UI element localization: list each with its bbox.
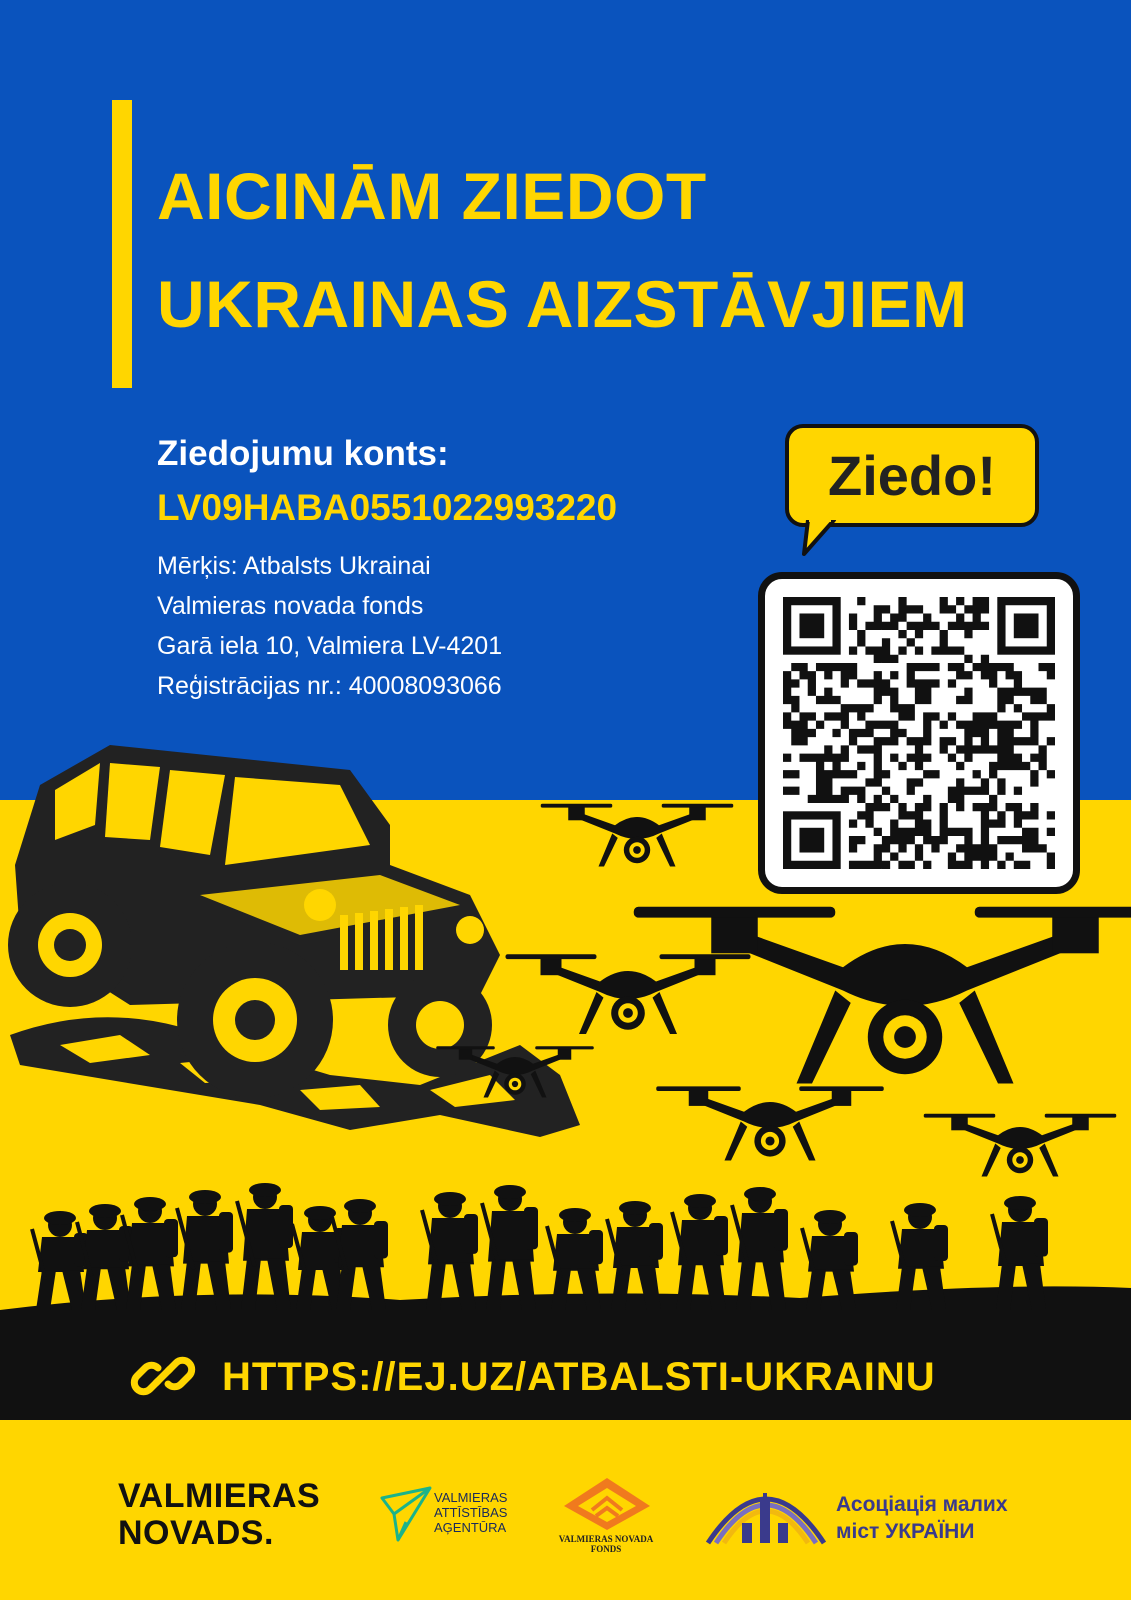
title-line-1: AICINĀM ZIEDOT (157, 159, 707, 233)
soldier-silhouette (800, 1210, 858, 1310)
logo-vn-line2: NOVADS. (118, 1514, 274, 1552)
account-label: Ziedojumu konts: (157, 434, 449, 473)
soldier-silhouette (420, 1192, 478, 1310)
soldiers-silhouette (0, 1170, 1131, 1335)
drone-icon (656, 1086, 884, 1160)
detail-address: Garā iela 10, Valmiera LV-4201 (157, 632, 503, 660)
association-line1: Асоціація малих (836, 1493, 1008, 1516)
valmieras-novads-logo (118, 1478, 320, 1552)
logo-vn-line1: VALMIERAS (118, 1477, 321, 1515)
donation-link[interactable]: HTTPS://EJ.UZ/ATBALSTI-UKRAINU (222, 1355, 936, 1399)
association-line2: міст УКРАЇНИ (836, 1520, 975, 1543)
soldier-silhouette (730, 1187, 788, 1310)
small-cities-association-logo (702, 1475, 1022, 1545)
link-chain-icon (130, 1343, 196, 1409)
title-line-2: UKRAINAS AIZSTĀVJIEM (157, 267, 968, 341)
detail-purpose: Mērķis: Atbalsts Ukrainai (157, 552, 431, 580)
soldier-silhouette (175, 1190, 233, 1310)
fonds-diamond-icon (562, 1476, 652, 1532)
donate-bubble-text: Ziedo! (828, 444, 996, 507)
association-text (836, 1491, 1008, 1545)
novada-fonds-logo (558, 1476, 654, 1556)
paper-plane-icon (378, 1484, 432, 1544)
detail-registration: Reģistrācijas nr.: 40008093066 (157, 672, 502, 700)
vaa-text (434, 1490, 507, 1535)
soldier-silhouette (235, 1183, 293, 1310)
drone-icon (634, 907, 1131, 1084)
vaa-line1: VALMIERAS (434, 1490, 508, 1505)
vaa-line2: ATTĪSTĪBAS (434, 1505, 508, 1520)
account-number: LV09HABA0551022993220 (157, 487, 618, 528)
drone-icon (436, 1046, 594, 1097)
arch-icon (702, 1475, 830, 1545)
drone-icon (506, 954, 751, 1034)
vaa-line3: AĢENTŪRA (434, 1520, 507, 1535)
vnf-text: VALMIERAS NOVADA FONDS (558, 1534, 654, 1554)
detail-organization: Valmieras novada fonds (157, 592, 424, 620)
drone-icon (924, 1114, 1117, 1177)
soldier-silhouette (670, 1194, 728, 1310)
drone-icon (541, 804, 734, 867)
attistibas-agentura-logo (378, 1484, 518, 1544)
soldier-silhouette (480, 1185, 538, 1310)
